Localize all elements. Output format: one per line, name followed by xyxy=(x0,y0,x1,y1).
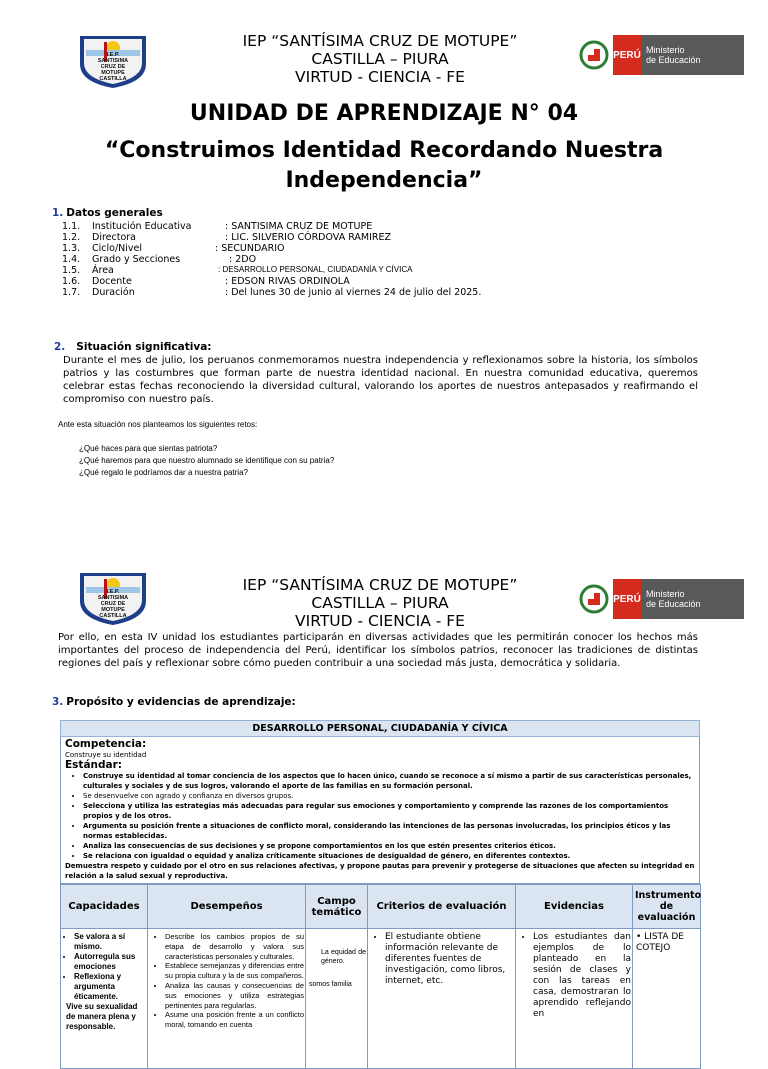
reto-item: ¿Qué regalo le podríamos dar a nuestra patria? xyxy=(79,468,248,477)
desempeno-item: • Describe los cambios propios de su etapa de desarrollo y valora sus características personales y culturales. xyxy=(165,932,304,961)
section-situacion: 2. Situación significativa: xyxy=(54,341,212,353)
section-datos: 1. Datos generales xyxy=(52,207,163,219)
school-motto: VIRTUD - CIENCIA - FE xyxy=(295,612,465,630)
retos-list xyxy=(79,443,334,479)
logo-caption: I.E.P. SANTISIMA CRUZ DE MOTUPE CASTILLA xyxy=(97,52,129,82)
school-header xyxy=(180,32,580,86)
datos-row: 1.5. Área : DESARROLLO PERSONAL, CIUDADANÍA Y CÍVICA xyxy=(62,265,413,276)
peru-shield-icon xyxy=(575,580,613,618)
minedu-name: Ministerio de Educación xyxy=(641,579,744,619)
instrumento-cell: • LISTA DE COTEJO xyxy=(633,929,701,1069)
col-desempenos: Desempeños xyxy=(148,885,306,929)
col-capacidades: Capacidades xyxy=(61,885,148,929)
estandar-list xyxy=(65,771,695,861)
capacidades-cell xyxy=(61,929,148,1069)
capacidad-item: • Autorregula sus emociones xyxy=(74,952,146,972)
datos-row: 1.7. Duración : Del lunes 30 de junio al viernes 24 de julio del 2025. xyxy=(62,287,482,298)
estandar-item: • Argumenta su posición frente a situaciones de conflicto moral, considerando las intenciones de las personas involucradas, los principios éticos y las normas establecidas. xyxy=(83,821,695,841)
situacion-continuation: Por ello, en esta IV unidad los estudiantes participarán en diversas actividades que les permitirán conocer los hechos más importantes del proceso de independencia del Perú, identificar los símbolos patrios, reconocer las tradiciones de distintas regiones del país y reflexionar sobre cómo pueden contribuir a una sociedad más justa, democrática y solidaria. xyxy=(58,632,698,669)
estandar-item: • Selecciona y utiliza las estrategias más adecuadas para regular sus emociones y comportamiento y comprende las razones de los comportamientos propios y de los otros. xyxy=(83,801,695,821)
desempenos-cell xyxy=(148,929,306,1069)
school-name: IEP “SANTÍSIMA CRUZ DE MOTUPE” xyxy=(242,32,518,50)
capacidad-item: • Reflexiona y argumenta éticamente. xyxy=(74,972,146,1002)
capacidades-table xyxy=(60,884,701,1069)
datos-row: 1.1. Institución Educativa : SANTISIMA CRUZ DE MOTUPE xyxy=(62,221,373,232)
capacidad-tail: Vive su sexualidad de manera plena y responsable. xyxy=(66,1002,138,1031)
col-campo: Campo temático xyxy=(306,885,368,929)
datos-row: 1.3. Ciclo/Nivel : SECUNDARIO xyxy=(62,243,285,254)
campo-item: La equidad de género. xyxy=(321,949,366,965)
competencia-value: Construye su identidad xyxy=(65,751,147,759)
minedu-name: Ministerio de Educación xyxy=(641,35,744,75)
estandar-item: • Se desenvuelve con agrado y confianza en diversos grupos. xyxy=(83,791,695,801)
minedu-logo xyxy=(575,35,744,75)
estandar-tail: Demuestra respeto y cuidado por el otro en sus relaciones afectivas, y propone pautas para prevenir y protegerse de situaciones que afecten su integridad en relación a la salud sexual y reproductiva. xyxy=(65,862,695,880)
evidencia-item: • Los estudiantes dan ejemplos de lo planteado en la sesión de clases y con las tareas en casa, demostraran lo aprendido reflejando en xyxy=(533,932,631,1020)
capacidad-item: • Se valora a sí mismo. xyxy=(74,932,146,952)
datos-row: 1.2. Directora : LIC. SILVERIO CÓRDOVA RAMIREZ xyxy=(62,232,392,243)
desempeno-item: • Analiza las causas y consecuencias de sus emociones y utiliza estrategias pertinentes para regularlas. xyxy=(165,981,304,1010)
campo-cell xyxy=(306,929,368,1069)
reto-item: ¿Qué haremos para que nuestro alumnado se identifique con su patria? xyxy=(79,456,335,465)
school-location: CASTILLA – PIURA xyxy=(311,594,449,612)
criterio-item: • El estudiante obtiene información relevante de diferentes fuentes de investigación, como libros, internet, etc. xyxy=(385,932,514,987)
competencia-table xyxy=(60,720,700,884)
peru-shield-icon xyxy=(575,36,613,74)
estandar-item: • Analiza las consecuencias de sus decisiones y se propone comportamientos en los que estén presentes criterios éticos. xyxy=(83,841,695,851)
area-header: DESARROLLO PERSONAL, CIUDADANÍA Y CÍVICA xyxy=(61,721,700,737)
unit-name: “Construimos Identidad Recordando Nuestra Independencia” xyxy=(104,138,664,193)
school-name: IEP “SANTÍSIMA CRUZ DE MOTUPE” xyxy=(242,576,518,594)
datos-list xyxy=(62,221,702,298)
minedu-peru: PERÚ xyxy=(613,579,641,619)
col-evidencias: Evidencias xyxy=(516,885,633,929)
desempeno-item: • Establece semejanzas y diferencias entre su propia cultura y la de sus compañeros. xyxy=(165,961,304,981)
campo-item: somos familia xyxy=(309,981,352,988)
competencia-cell: Competencia: Construye su identidad Estándar: • Construye su identidad al tomar conciencia de los aspectos que lo hacen único, cuando se reconoce a sí mismo a partir de sus características personales, culturales y sociales y de sus logros, valorando el aporte de las familias en su formación personal. • Se desenvuelve con agrado y confianza en diversos grupos. • Selecciona y utiliza las estrategias más adecuadas para regular sus emociones y comportamiento y comprende las razones de los comportamientos propios y de los otros. • Argumenta su posición frente a situaciones de conflicto moral, considerando las intenciones de las personas involucradas, los principios éticos y las normas establecidas. • Analiza las consecuencias de sus decisiones y se propone comportamientos en los que estén presentes criterios éticos. • Se relaciona con igualdad o equidad y analiza críticamente situaciones de desigualdad de género, en diferentes contextos. Demuestra respeto y cuidado por el otro en sus relaciones afectivas, y propone pautas para prevenir y protegerse de situaciones que afecten su integridad en relación a la salud sexual y reproductiva. xyxy=(61,737,700,884)
logo-caption: I.E.P. SANTISIMA CRUZ DE MOTUPE CASTILLA xyxy=(97,589,129,619)
reto-item: ¿Qué haces para que sientas patriota? xyxy=(79,444,218,453)
school-location: CASTILLA – PIURA xyxy=(311,50,449,68)
section-proposito: 3. Propósito y evidencias de aprendizaje: xyxy=(52,696,296,708)
criterios-cell xyxy=(368,929,516,1069)
school-header xyxy=(180,576,580,630)
datos-row: 1.6. Docente : EDSON RIVAS ORDINOLA xyxy=(62,276,350,287)
minedu-logo xyxy=(575,579,744,619)
estandar-item: • Construye su identidad al tomar conciencia de los aspectos que lo hacen único, cuando se reconoce a sí mismo a partir de sus características personales, culturales y sociales y de sus logros, valorando el aporte de las familias en su formación personal. xyxy=(83,771,695,791)
situacion-text: Durante el mes de julio, los peruanos conmemoramos nuestra independencia y reflexionamos sobre la historia, los símbolos patrios y las costumbres que forman parte de nuestra identidad nacional. En nuestra comunidad educativa, queremos celebrar estas fechas reconociendo la diversidad cultural, valorando los aportes de nuestros antepasados y reafirmando el compromiso con nuestro país. xyxy=(63,355,698,405)
estandar-item: • Se relaciona con igualdad o equidad y analiza críticamente situaciones de desigualdad de género, en diferentes contextos. xyxy=(83,851,695,861)
proposito-table-wrap xyxy=(60,720,700,1069)
col-instrumento: Instrumento de evaluación xyxy=(633,885,701,929)
retos-intro: Ante esta situación nos planteamos los siguientes retos: xyxy=(58,420,258,429)
col-criterios: Criterios de evaluación xyxy=(368,885,516,929)
minedu-peru: PERÚ xyxy=(613,35,641,75)
datos-row: 1.4. Grado y Secciones : 2DO xyxy=(62,254,257,265)
instrumento-item: LISTA DE COTEJO xyxy=(636,932,684,953)
unit-title: UNIDAD DE APRENDIZAJE N° 04 xyxy=(189,101,579,126)
school-motto: VIRTUD - CIENCIA - FE xyxy=(295,68,465,86)
desempeno-item: • Asume una posición frente a un conflicto moral, tomando en cuenta xyxy=(165,1010,304,1030)
evidencias-cell xyxy=(516,929,633,1069)
